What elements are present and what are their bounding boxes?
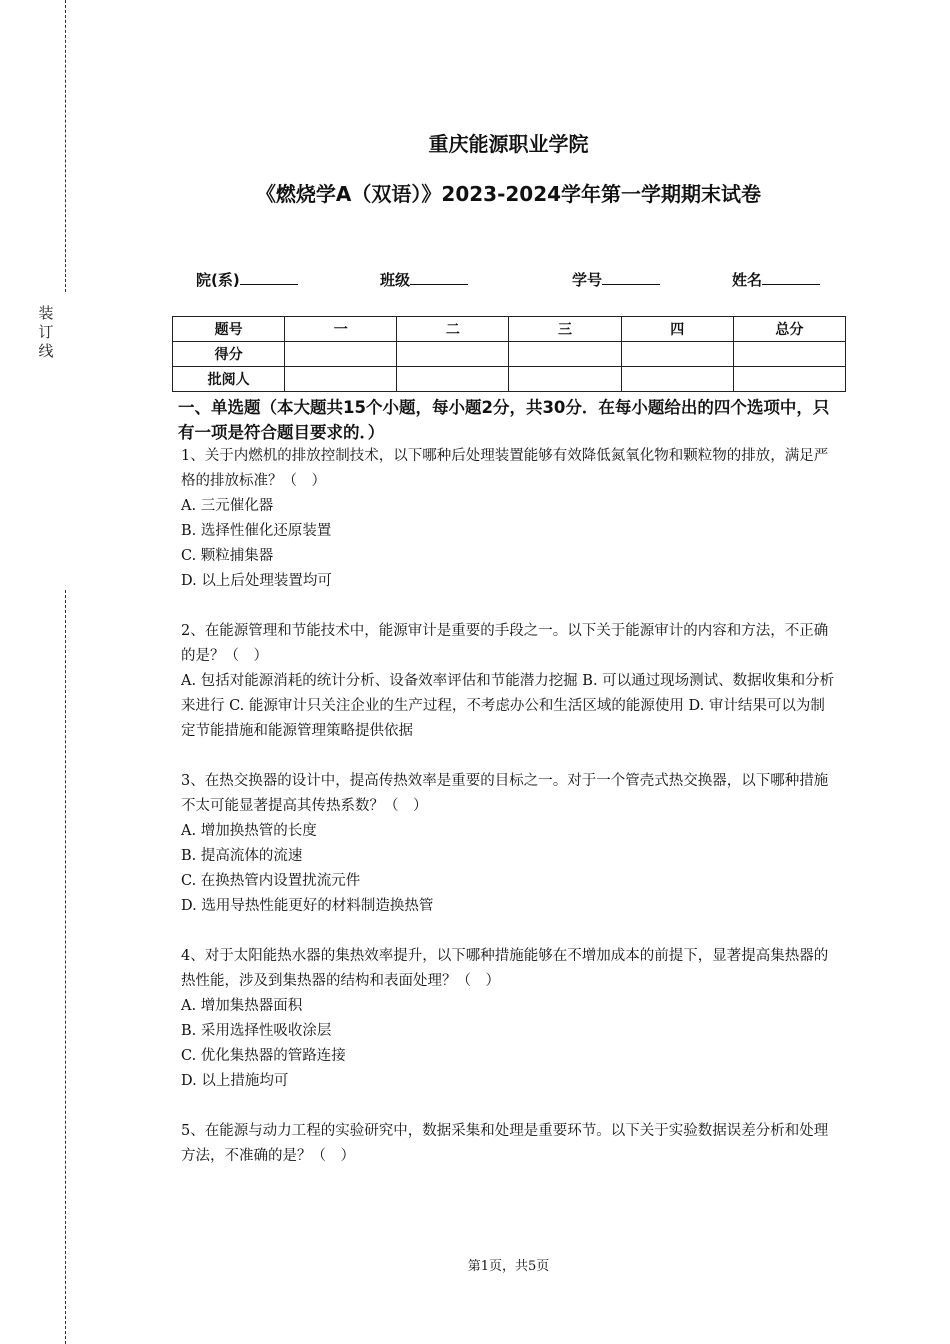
info-field-department (196, 268, 298, 291)
info-label: 姓名 (732, 271, 763, 289)
section-heading: 一、单选题（本大题共15个小题，每小题2分，共30分．在每小题给出的四个选项中，只有一项是符合题目要求的．） (178, 398, 830, 442)
question-stem: 1、关于内燃机的排放控制技术，以下哪种后处理装置能够有效降低氮氧化物和颗粒物的排放，满足严格的排放标准？（ ） (181, 448, 829, 489)
info-blank[interactable] (762, 268, 820, 285)
score-cell (509, 342, 621, 367)
info-field-student-id (572, 268, 660, 291)
question-3 (181, 769, 839, 919)
exam-title: 《燃烧学A（双语）》2023-2024学年第一学期期末试卷 (255, 182, 762, 206)
score-header-cell: 二 (397, 317, 509, 342)
score-cell (621, 367, 733, 392)
score-cell (509, 367, 621, 392)
score-header-cell: 四 (621, 317, 733, 342)
score-table-row-score (173, 342, 846, 367)
score-row-label: 批阅人 (173, 367, 285, 392)
score-row-label: 得分 (173, 342, 285, 367)
question-option: A. 增加换热管的长度 (181, 823, 317, 839)
score-cell (621, 342, 733, 367)
binding-line-bottom (65, 590, 66, 1344)
info-field-class (380, 268, 468, 291)
question-option: D. 以上后处理装置均可 (181, 573, 332, 589)
student-info-row (0, 268, 950, 292)
info-blank[interactable] (240, 268, 298, 285)
score-cell (397, 367, 509, 392)
question-option: C. 优化集热器的管路连接 (181, 1048, 346, 1064)
binding-char: 订 (38, 323, 54, 341)
info-field-name (732, 268, 820, 291)
question-option: C. 在换热管内设置扰流元件 (181, 873, 361, 889)
page-number: 第1页，共5页 (467, 1259, 550, 1274)
question-option: D. 选用导热性能更好的材料制造换热管 (181, 898, 434, 914)
score-header-cell: 一 (285, 317, 397, 342)
info-blank[interactable] (602, 268, 660, 285)
score-cell (397, 342, 509, 367)
score-table-row-grader (173, 367, 846, 392)
info-blank[interactable] (410, 268, 468, 285)
score-cell (285, 367, 397, 392)
score-cell (285, 342, 397, 367)
question-stem: 5、在能源与动力工程的实验研究中，数据采集和处理是重要环节。以下关于实验数据误差分析和处理方法，不准确的是？（ ） (181, 1123, 829, 1164)
question-stem: 2、在能源管理和节能技术中，能源审计是重要的手段之一。以下关于能源审计的内容和方法，不正确的是？（ ） (181, 623, 829, 664)
question-option: B. 提高流体的流速 (181, 848, 303, 864)
info-label: 班级 (380, 271, 411, 289)
score-header-cell: 总分 (733, 317, 845, 342)
question-option: A. 包括对能源消耗的统计分析、设备效率评估和节能潜力挖掘 B. 可以通过现场测试、数据收集和分析来进行 C. 能源审计只关注企业的生产过程，不考虑办公和生活区域的能源使用 D. 审计结果可以为制定节能措施和能源管理策略提供依据 (181, 673, 835, 739)
question-2 (181, 619, 839, 744)
questions-list (181, 444, 839, 1194)
score-cell (733, 342, 845, 367)
question-option: B. 选择性催化还原装置 (181, 523, 332, 539)
score-header-cell: 题号 (173, 317, 285, 342)
score-header-cell: 三 (509, 317, 621, 342)
binding-char: 线 (38, 342, 54, 360)
question-stem: 3、在热交换器的设计中，提高传热效率是重要的目标之一。对于一个管壳式热交换器，以下哪种措施不太可能显著提高其传热系数？（ ） (181, 773, 829, 814)
info-label: 学号 (572, 271, 603, 289)
score-table (172, 316, 846, 392)
binding-char: 装 (38, 304, 54, 322)
question-option: B. 采用选择性吸收涂层 (181, 1023, 332, 1039)
school-name: 重庆能源职业学院 (428, 132, 589, 156)
binding-label (36, 304, 56, 361)
question-option: C. 颗粒捕集器 (181, 548, 274, 564)
score-table-header-row (173, 317, 846, 342)
question-option: D. 以上措施均可 (181, 1073, 289, 1089)
info-label: 院(系) (196, 271, 240, 289)
score-cell (733, 367, 845, 392)
question-4 (181, 944, 839, 1094)
question-option: A. 三元催化器 (181, 498, 274, 514)
question-1 (181, 444, 839, 594)
question-5 (181, 1119, 839, 1169)
question-option: A. 增加集热器面积 (181, 998, 303, 1014)
question-stem: 4、对于太阳能热水器的集热效率提升，以下哪种措施能够在不增加成本的前提下，显著提高集热器的热性能，涉及到集热器的结构和表面处理？（ ） (181, 948, 829, 989)
